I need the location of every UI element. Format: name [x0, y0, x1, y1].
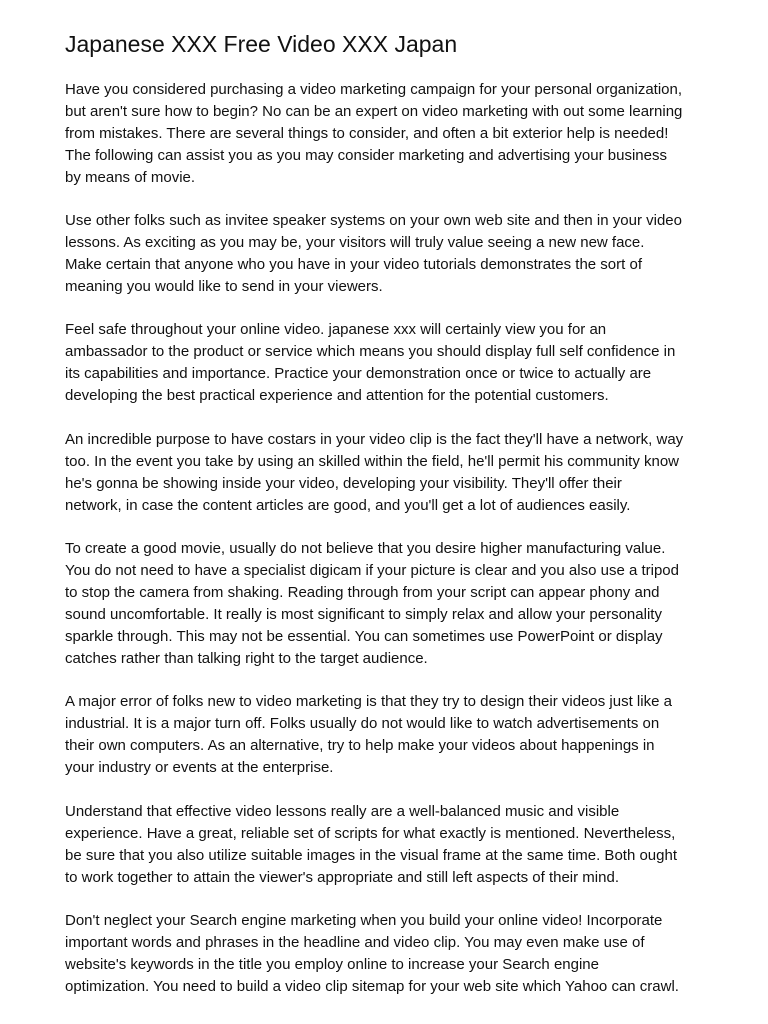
- paragraph-line: website's keywords in the title you employ online to increase your Search engine: [65, 956, 599, 973]
- paragraph-line: lessons. As exciting as you may be, your visitors will truly value seeing a new new face.: [65, 234, 645, 251]
- paragraph-line: sound uncomfortable. It really is most significant to simply relax and allow your personality: [65, 606, 662, 623]
- paragraph-line: your industry or events at the enterprise.: [65, 759, 334, 776]
- paragraph-2: [65, 210, 715, 298]
- paragraph-line: A major error of folks new to video marketing is that they try to design their videos just like a: [65, 693, 672, 710]
- paragraph-line: developing the best practical experience and attention for the potential customers.: [65, 387, 609, 404]
- paragraph-line: You do not need to have a specialist digicam if your picture is clear and you also use a tripod: [65, 562, 679, 579]
- paragraph-line: but aren't sure how to begin? No can be an expert on video marketing with out some learning: [65, 103, 683, 120]
- paragraph-line: their own computers. As an alternative, try to help make your videos about happenings in: [65, 737, 655, 754]
- paragraph-line: experience. Have a great, reliable set of scripts for what exactly is mentioned. Nevertheless,: [65, 825, 676, 842]
- paragraph-line: Make certain that anyone who you have in your video tutorials demonstrates the sort of: [65, 256, 642, 273]
- paragraph-line: to stop the camera from shaking. Reading through from your script can appear phony and: [65, 584, 660, 601]
- paragraph-1: [65, 79, 715, 189]
- paragraph-line: ambassador to the product or service which means you should display full self confidence in: [65, 343, 676, 360]
- paragraph-line: sparkle through. This may not be essential. You can sometimes use PowerPoint or display: [65, 628, 663, 645]
- paragraph-line: Have you considered purchasing a video marketing campaign for your personal organization,: [65, 81, 683, 98]
- paragraph-line: network, in case the content articles are good, and you'll get a lot of audiences easily.: [65, 497, 631, 514]
- paragraph-line: by means of movie.: [65, 169, 196, 186]
- paragraph-line: The following can assist you as you may consider marketing and advertising your business: [65, 147, 667, 164]
- paragraph-line: optimization. You need to build a video clip sitemap for your web site which Yahoo can crawl.: [65, 978, 679, 995]
- paragraph-line: he's gonna be showing inside your video, developing your visibility. They'll offer their: [65, 475, 622, 492]
- paragraph-line: To create a good movie, usually do not believe that you desire higher manufacturing value.: [65, 540, 666, 557]
- paragraph-line: to work together to attain the viewer's appropriate and still left aspects of their mind.: [65, 869, 619, 886]
- paragraph-line: industrial. It is a major turn off. Folks usually do not would like to watch advertisements on: [65, 715, 660, 732]
- paragraph-line: important words and phrases in the headline and video clip. You may even make use of: [65, 934, 645, 951]
- paragraph-line: Feel safe throughout your online video. japanese xxx will certainly view you for an: [65, 321, 607, 338]
- paragraph-5: [65, 538, 715, 670]
- paragraph-6: [65, 691, 715, 779]
- paragraph-line: An incredible purpose to have costars in your video clip is the fact they'll have a network, way: [65, 431, 684, 448]
- paragraph-line: its capabilities and importance. Practice your demonstration once or twice to actually are: [65, 365, 652, 382]
- paragraph-7: [65, 801, 715, 889]
- paragraph-line: Use other folks such as invitee speaker systems on your own web site and then in your video: [65, 212, 682, 229]
- paragraph-4: [65, 429, 715, 517]
- paragraph-3: [65, 319, 715, 407]
- paragraph-line: meaning you would like to send in your viewers.: [65, 278, 383, 295]
- paragraph-line: Understand that effective video lessons really are a well-balanced music and visible: [65, 803, 620, 820]
- paragraph-line: from mistakes. There are several things to consider, and often a bit exterior help is needed!: [65, 125, 669, 142]
- paragraph-line: catches rather than talking right to the target audience.: [65, 650, 428, 667]
- document-title: Japanese XXX Free Video XXX Japan: [65, 31, 458, 57]
- paragraph-line: too. In the event you take by using an skilled within the field, he'll permit his community know: [65, 453, 680, 470]
- paragraph-line: be sure that you also utilize suitable images in the visual frame at the same time. Both ought: [65, 847, 677, 864]
- paragraph-line: Don't neglect your Search engine marketing when you build your online video! Incorporate: [65, 912, 663, 929]
- paragraph-8: [65, 910, 715, 998]
